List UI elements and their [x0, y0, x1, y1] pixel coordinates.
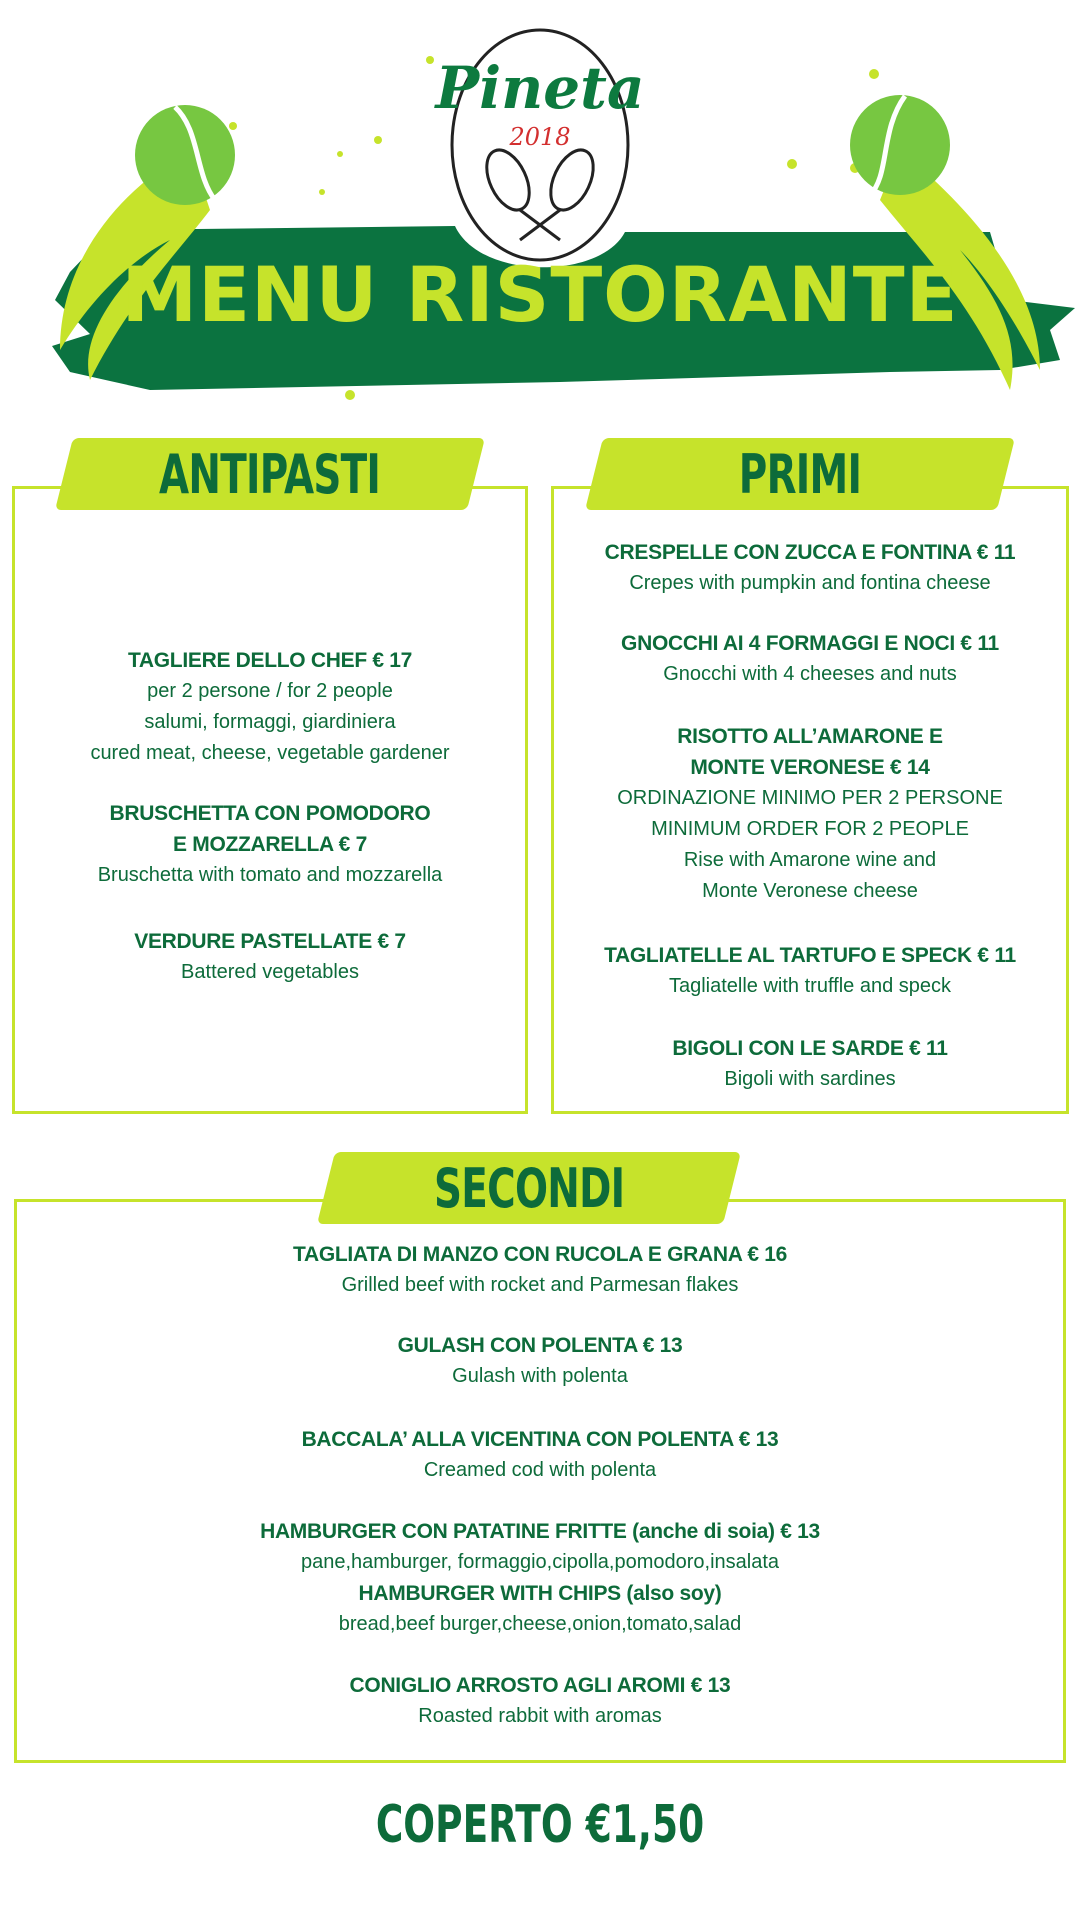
menu-item: [14, 1516, 1066, 1640]
item-name: E MOZZARELLA € 7: [173, 833, 367, 856]
section-title: ANTIPASTI: [159, 442, 381, 506]
menu-item: [14, 1330, 1066, 1392]
primi-header: [594, 438, 1006, 510]
item-description: Rise with Amarone wine and: [683, 849, 937, 871]
item-name: VERDURE PASTELLATE € 7: [134, 930, 406, 953]
item-description: Tagliatelle with truffle and speck: [668, 975, 951, 997]
item-name: GNOCCHI AI 4 FORMAGGI E NOCI € 11: [621, 632, 999, 655]
item-name: MONTE VERONESE € 14: [690, 756, 930, 779]
pineta-logo: [433, 30, 644, 260]
section-title: PRIMI: [738, 442, 862, 506]
menu-item: [551, 721, 1069, 907]
item-description: Gulash with polenta: [452, 1365, 628, 1387]
item-name: TAGLIATELLE AL TARTUFO E SPECK € 11: [604, 944, 1016, 967]
item-description: Grilled beef with rocket and Parmesan flakes: [341, 1274, 739, 1296]
item-description: Crepes with pumpkin and fontina cheese: [629, 572, 991, 594]
menu-item: [551, 537, 1069, 599]
menu-item: [12, 645, 528, 769]
svg-text:Pineta: Pineta: [435, 54, 645, 122]
item-description: Battered vegetables: [181, 961, 359, 983]
menu-item: [551, 940, 1069, 1002]
item-description: pane,hamburger, formaggio,cipolla,pomodoro,insalata: [300, 1551, 780, 1573]
item-description: MINIMUM ORDER FOR 2 PEOPLE: [651, 818, 969, 840]
svg-text:2018: 2018: [509, 123, 571, 151]
item-description: cured meat, cheese, vegetable gardener: [90, 742, 450, 764]
menu-item: [12, 798, 528, 891]
item-description: ORDINAZIONE MINIMO PER 2 PERSONE: [617, 787, 1003, 809]
item-name-english: HAMBURGER WITH CHIPS (also soy): [358, 1582, 722, 1605]
item-name: TAGLIATA DI MANZO CON RUCOLA E GRANA € 16: [292, 1243, 788, 1266]
item-description: Bruschetta with tomato and mozzarella: [97, 864, 443, 886]
item-description: Creamed cod with polenta: [423, 1459, 657, 1481]
menu-item: [14, 1424, 1066, 1486]
item-name: CRESPELLE CON ZUCCA E FONTINA € 11: [604, 541, 1016, 564]
item-description: Roasted rabbit with aromas: [418, 1705, 662, 1727]
item-name: BACCALA’ ALLA VICENTINA CON POLENTA € 13: [301, 1428, 779, 1451]
header-banner: [0, 0, 1080, 400]
menu-item: [551, 628, 1069, 690]
section-title: SECONDI: [433, 1156, 625, 1220]
secondi-header: [326, 1152, 732, 1224]
antipasti-header: [64, 438, 476, 510]
item-description: Gnocchi with 4 cheeses and nuts: [663, 663, 957, 685]
menu-title: MENU RISTORANTE: [121, 250, 959, 339]
menu-item: [551, 1033, 1069, 1095]
item-name: CONIGLIO ARROSTO AGLI AROMI € 13: [349, 1674, 731, 1697]
item-description: Monte Veronese cheese: [702, 880, 918, 902]
item-description: Bigoli with sardines: [724, 1068, 896, 1090]
item-name: BRUSCHETTA CON POMODORO: [109, 802, 431, 825]
menu-item: [14, 1239, 1066, 1301]
item-name: TAGLIERE DELLO CHEF € 17: [127, 649, 413, 672]
item-name: HAMBURGER CON PATATINE FRITTE (anche di soia) € 13: [260, 1520, 820, 1543]
item-name: RISOTTO ALL’AMARONE E: [677, 725, 943, 748]
menu-item: [12, 926, 528, 988]
item-description: bread,beef burger,cheese,onion,tomato,salad: [338, 1613, 742, 1635]
menu-item: [14, 1670, 1066, 1732]
item-description: per 2 persone / for 2 people: [147, 680, 393, 702]
item-name: GULASH CON POLENTA € 13: [397, 1334, 683, 1357]
cover-charge: COPERTO €1,50: [375, 1795, 705, 1855]
item-description: salumi, formaggi, giardiniera: [144, 711, 396, 733]
item-name: BIGOLI CON LE SARDE € 11: [672, 1037, 948, 1060]
